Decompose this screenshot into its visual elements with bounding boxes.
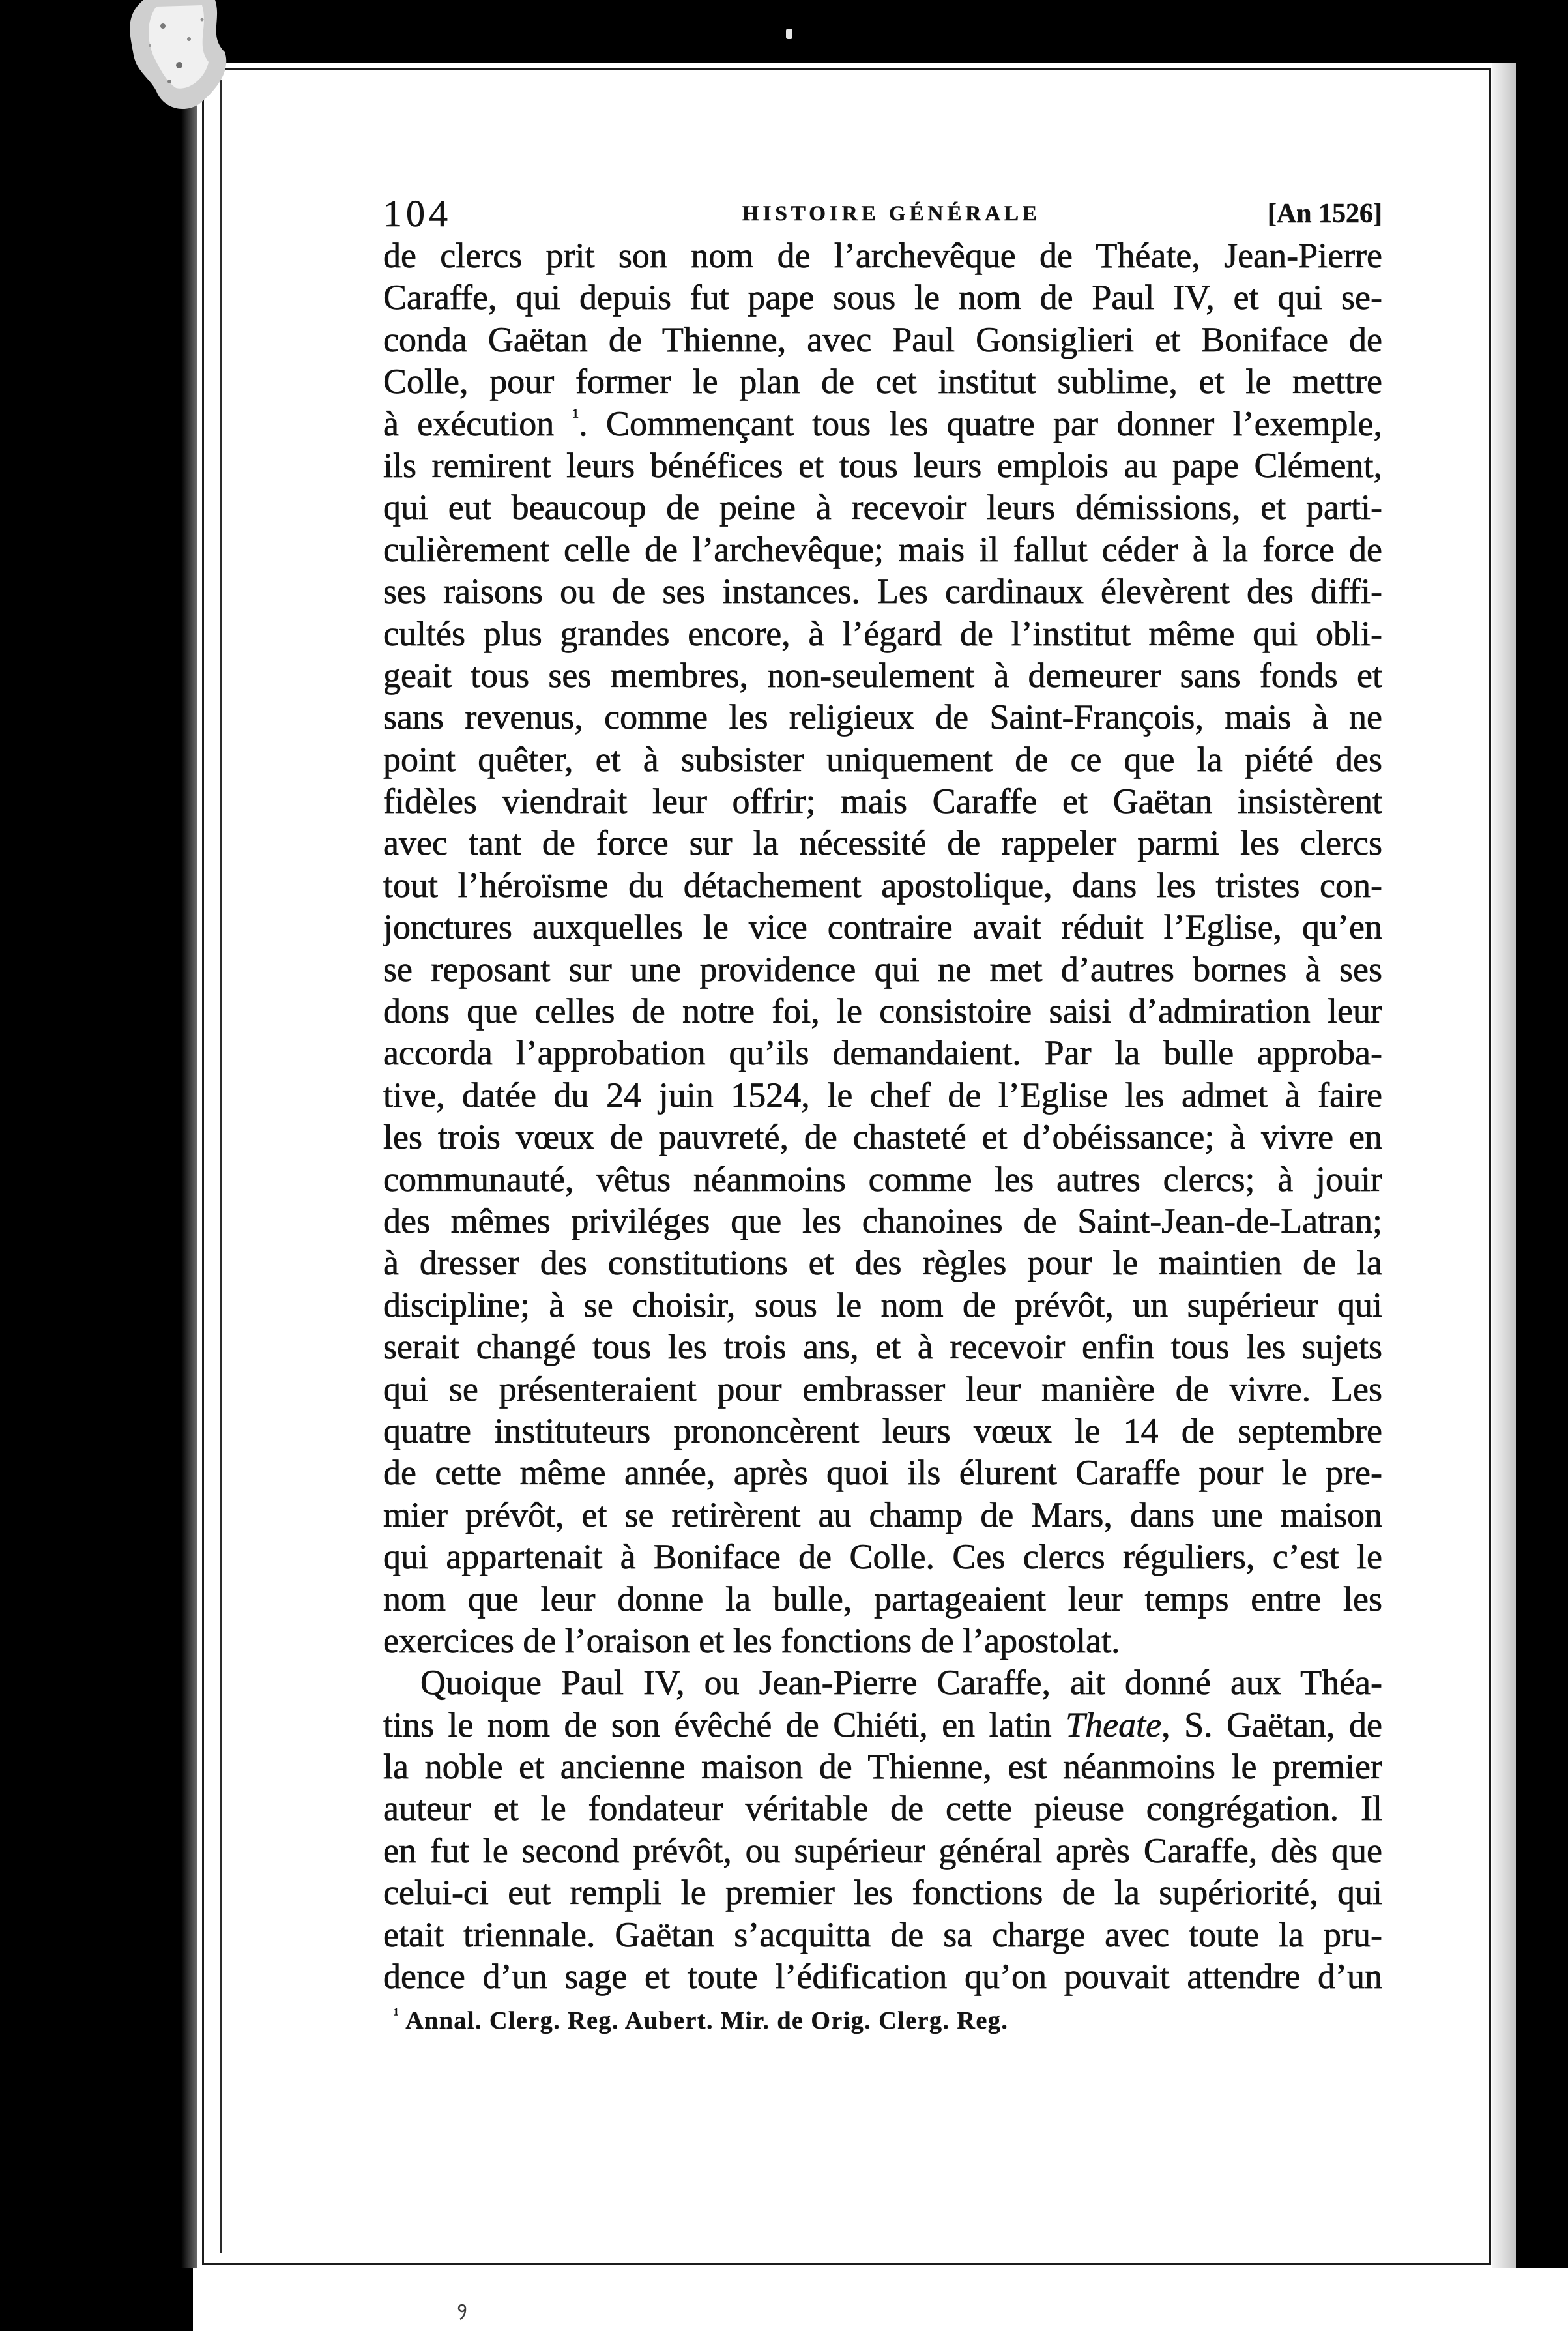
body-line: discipline; à se choisir, sous le nom de prévôt, un supérieur qui xyxy=(383,1285,1382,1325)
body-line: ils remirent leurs bénéfices et tous leurs emplois au pape Clément, xyxy=(383,445,1382,485)
body-line: tive, datée du 24 juin 1524, le chef de l’Eglise les admet à faire xyxy=(383,1075,1382,1115)
header-year: [An 1526] xyxy=(1267,199,1382,229)
body-line: fidèles viendrait leur offrir; mais Caraffe et Gaëtan insistèrent xyxy=(383,782,1382,821)
body-line: etait triennale. Gaëtan s’acquitta de sa charge avec toute la pru- xyxy=(383,1914,1382,1954)
line-segment: . Commençant tous les quatre par donner l’exemple, xyxy=(579,403,1382,443)
body-line: geait tous ses membres, non-seulement à demeurer sans fonds et xyxy=(383,655,1382,695)
body-line: quatre instituteurs prononcèrent leurs vœux le 14 de septembre xyxy=(383,1411,1382,1450)
body-line: Quoique Paul IV, ou Jean-Pierre Caraffe, ait donné aux Théa- xyxy=(420,1663,1382,1703)
body-line: à dresser des constitutions et des règles pour le maintien de la xyxy=(383,1243,1382,1283)
scan-speck xyxy=(786,29,792,39)
body-line: de clercs prit son nom de l’archevêque de Théate, Jean-Pierre xyxy=(383,236,1382,275)
body-line: dons que celles de notre foi, le consistoire saisi d’admiration leur xyxy=(383,991,1382,1031)
body-line: cultés plus grandes encore, à l’égard de l’institut même qui obli- xyxy=(383,613,1382,653)
footnote-marker: ¹ xyxy=(394,2004,400,2024)
body-line: les trois vœux de pauvreté, de chasteté et d’obéissance; à vivre en xyxy=(383,1117,1382,1157)
body-line: communauté, vêtus néanmoins comme les autres clercs; à jouir xyxy=(383,1159,1382,1199)
body-line: nom que leur donne la bulle, partageaient leur temps entre les xyxy=(383,1579,1382,1619)
body-line: accorda l’approbation qu’ils demandaient. Par la bulle approba- xyxy=(383,1033,1382,1073)
footnote-text: Annal. Clerg. Reg. Aubert. Mir. de Orig. Clerg. Reg. xyxy=(405,2007,1009,2034)
body-line: tout l’héroïsme du détachement apostolique, dans les tristes con- xyxy=(383,865,1382,905)
body-line: la noble et ancienne maison de Thienne, est néanmoins le premier xyxy=(383,1747,1382,1787)
scan-stain xyxy=(117,0,235,114)
page-edge-shade xyxy=(1492,63,1516,2268)
body-line: serait changé tous les trois ans, et à recevoir enfin tous les sujets xyxy=(383,1327,1382,1367)
body-line: exercices de l’oraison et les fonctions de l’apostolat. xyxy=(383,1620,1120,1660)
body-line: de cette même année, après quoi ils élurent Caraffe pour le pre- xyxy=(383,1453,1382,1493)
body-line: Colle, pour former le plan de cet institut sublime, et le mettre xyxy=(383,362,1382,402)
line-segment: à exécution xyxy=(383,403,573,443)
italic-word: Theate xyxy=(1066,1705,1162,1744)
body-line: conda Gaëtan de Thienne, avec Paul Gonsiglieri et Boniface de xyxy=(383,319,1382,359)
body-line: sans revenus, comme les religieux de Saint-François, mais à ne xyxy=(383,697,1382,737)
body-line: dence d’un sage et toute l’édification qu’on pouvait attendre d’un xyxy=(383,1957,1382,1997)
body-line: culièrement celle de l’archevêque; mais il fallut céder à la force de xyxy=(383,529,1382,569)
line-segment: tins le nom de son évêché de Chiéti, en latin xyxy=(383,1705,1066,1744)
inner-margin-rule xyxy=(220,80,222,2253)
footnote-reference: ¹ xyxy=(572,403,579,428)
body-line: auteur et le fondateur véritable de cette pieuse congrégation. Il xyxy=(383,1789,1382,1828)
body-line: celui-ci eut rempli le premier les fonctions de la supériorité, qui xyxy=(383,1873,1382,1913)
scan-mark xyxy=(456,2304,468,2321)
body-line: jonctures auxquelles le vice contraire avait réduit l’Eglise, qu’en xyxy=(383,907,1382,947)
page-number: 104 xyxy=(383,192,452,235)
body-line: se reposant sur une providence qui ne met d’autres bornes à ses xyxy=(383,949,1382,989)
body-line: mier prévôt, et se retirèrent au champ de Mars, dans une maison xyxy=(383,1495,1382,1534)
binding-shadow xyxy=(181,63,197,2268)
body-line xyxy=(383,1704,1382,1746)
body-line: ses raisons ou de ses instances. Les cardinaux élevèrent des diffi- xyxy=(383,572,1382,611)
body-line: des mêmes priviléges que les chanoines de Saint-Jean-de-Latran; xyxy=(383,1201,1382,1240)
line-segment: , S. Gaëtan, de xyxy=(1161,1705,1382,1744)
body-line: en fut le second prévôt, ou supérieur général après Caraffe, dès que xyxy=(383,1830,1382,1870)
body-line: point quêter, et à subsister uniquement de ce que la piété des xyxy=(383,739,1382,779)
body-line: avec tant de force sur la nécessité de rappeler parmi les clercs xyxy=(383,823,1382,863)
body-line: Caraffe, qui depuis fut pape sous le nom de Paul IV, et qui se- xyxy=(383,278,1382,317)
body-line xyxy=(383,403,1382,445)
body-line: qui eut beaucoup de peine à recevoir leurs démissions, et parti- xyxy=(383,488,1382,527)
bottom-margin xyxy=(193,2268,1568,2331)
body-line: qui appartenait à Boniface de Colle. Ces clercs réguliers, c’est le xyxy=(383,1537,1382,1577)
running-title: HISTOIRE GÉNÉRALE xyxy=(742,202,1041,226)
body-line: qui se présenteraient pour embrasser leur manière de vivre. Les xyxy=(383,1369,1382,1409)
body-text xyxy=(383,235,1382,1997)
footnote xyxy=(394,2002,1008,2039)
